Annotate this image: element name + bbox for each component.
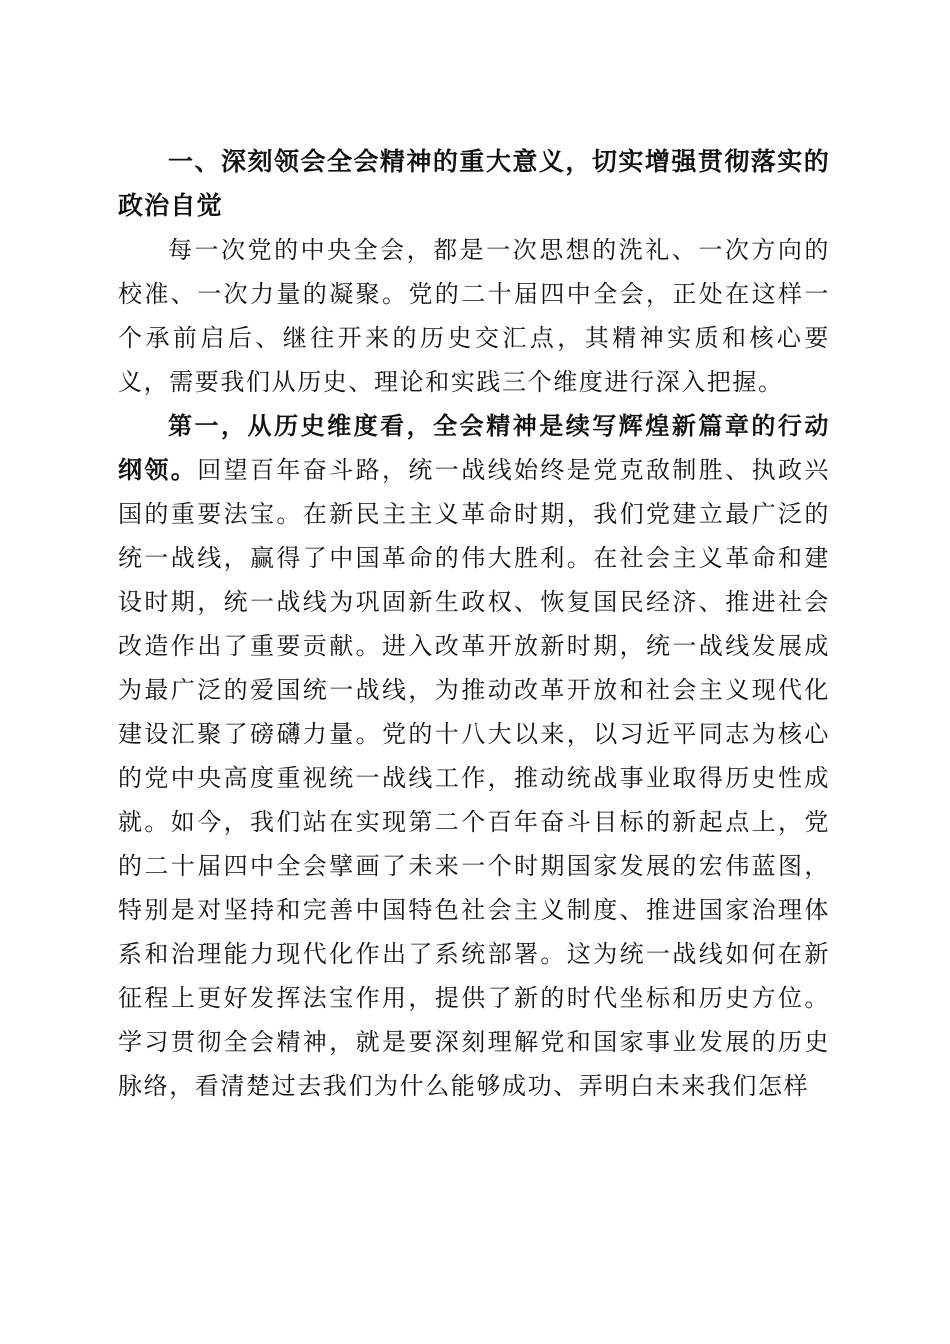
paragraph-text: 每一次党的中央全会，都是一次思想的洗礼、一次方向的校准、一次力量的凝聚。党的二十届四中全会，正处在这样一个承前启后、继往开来的历史交汇点，其精神实质和核心要义，需要我们从历史、理论和实践三个维度进行深入把握。 [118,236,830,396]
document-body [118,140,830,1108]
paragraph-text: 回望百年奋斗路，统一战线始终是党克敌制胜、执政兴国的重要法宝。在新民主主义革命时期，我们党建立最广泛的统一战线，赢得了中国革命的伟大胜利。在社会主义革命和建设时期，统一战线为巩固新生政权、恢复国民经济、推进社会改造作出了重要贡献。进入改革开放新时期，统一战线发展成为最广泛的爱国统一战线，为推动改革开放和社会主义现代化建设汇聚了磅礴力量。党的十八大以来，以习近平同志为核心的党中央高度重视统一战线工作，推动统战事业取得历史性成就。如今，我们站在实现第二个百年奋斗目标的新起点上，党的二十届四中全会擘画了未来一个时期国家发展的宏伟蓝图，特别是对坚持和完善中国特色社会主义制度、推进国家治理体系和治理能力现代化作出了系统部署。这为统一战线如何在新征程上更好发挥法宝作用，提供了新的时代坐标和历史方位。学习贯彻全会精神，就是要深刻理解党和国家事业发展的历史脉络，看清楚过去我们为什么能够成功、弄明白未来我们怎样 [118,456,830,1100]
paragraph-intro [118,228,830,404]
paragraph-history [118,404,830,1108]
paragraph-lead-sentence: 第一，从历史维度看，全会精神是续写辉煌新篇章的行动纲领。 [118,412,830,484]
section-heading: 一、深刻领会全会精神的重大意义，切实增强贯彻落实的政治自觉 [118,147,830,220]
